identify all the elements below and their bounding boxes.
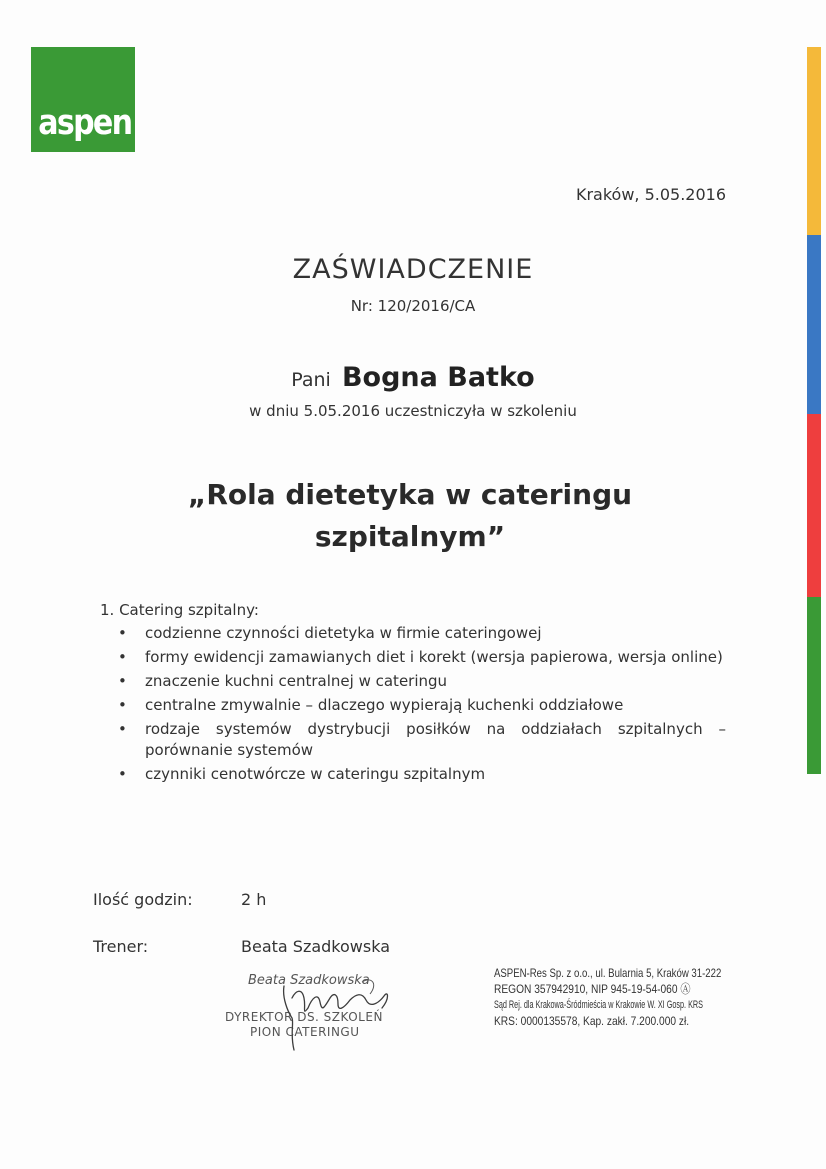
stamp-name: Beata Szadkowska — [248, 973, 370, 988]
list-item-text: rodzaje systemów dystrybucji posiłków na oddziałach szpitalnych – porównanie systemów — [145, 720, 726, 759]
program-section-heading: 1. Catering szpitalny: — [100, 601, 259, 619]
recipient-line — [0, 362, 826, 393]
trainer-value: Beata Szadkowska — [241, 937, 390, 956]
participation-text: w dniu 5.05.2016 uczestniczyła w szkoleniu — [249, 402, 577, 420]
list-item — [100, 671, 726, 692]
list-item — [100, 695, 726, 716]
list-item — [100, 719, 726, 761]
bullet-icon: • — [118, 765, 127, 783]
bullet-icon: • — [118, 624, 127, 642]
course-title — [150, 474, 670, 558]
list-item-text: codzienne czynności dietetyka w firmie cateringowej — [145, 624, 542, 642]
brand-stripe-red — [807, 414, 821, 597]
brand-stripe-yellow — [807, 47, 821, 235]
company-court: Sąd Rej. dla Krakowa-Śródmieścia w Krakowie W. XI Gosp. KRS — [494, 999, 704, 1011]
list-item — [100, 623, 726, 644]
aspen-logo — [31, 47, 135, 152]
signature-icon — [222, 968, 397, 1058]
hours-value: 2 h — [241, 890, 267, 909]
bullet-icon: • — [118, 720, 127, 738]
place-date: Kraków, 5.05.2016 — [575, 185, 726, 204]
list-item-text: centralne zmywalnie – dlaczego wypierają kuchenki oddziałowe — [145, 696, 624, 714]
course-title-line2: szpitalnym” — [314, 520, 506, 553]
stamp-department: PION CATERINGU — [250, 1025, 360, 1039]
salutation: Pani — [291, 369, 331, 391]
logo-text: aspen — [38, 103, 132, 143]
list-item — [100, 764, 726, 785]
bullet-icon: • — [118, 672, 127, 690]
trainer-label: Trener: — [93, 937, 149, 956]
list-item — [100, 647, 726, 668]
bullet-icon: • — [118, 648, 127, 666]
hours-label: Ilość godzin: — [93, 890, 193, 909]
list-item-text: znaczenie kuchni centralnej w cateringu — [145, 672, 448, 690]
list-item-text: formy ewidencji zamawianych diet i korekt (wersja papierowa, wersja online) — [145, 648, 723, 666]
program-section — [100, 601, 726, 788]
brand-stripe-green — [807, 597, 821, 774]
list-item-text: czynniki cenotwórcze w cateringu szpitalnym — [145, 765, 486, 783]
director-stamp — [222, 968, 397, 1058]
bullet-icon: • — [118, 696, 127, 714]
certificate-number: Nr: 120/2016/CA — [350, 297, 476, 315]
stamp-title: DYREKTOR DS. SZKOLEŃ — [225, 1010, 383, 1024]
company-address: ASPEN-Res Sp. z o.o., ul. Bularnia 5, Kraków 31-222 — [494, 966, 722, 980]
company-capital: KRS: 0000135578, Kap. zakł. 7.200.000 zł. — [494, 1014, 690, 1028]
recipient-name: Bogna Batko — [341, 362, 535, 393]
certificate-title: ZAŚWIADCZENIE — [292, 254, 534, 285]
course-title-line1: „Rola dietetyka w cateringu — [187, 478, 633, 511]
company-ids: REGON 357942910, NIP 945-19-54-060 Ⓐ — [494, 982, 691, 996]
program-list — [100, 623, 726, 785]
company-stamp — [494, 965, 722, 1029]
